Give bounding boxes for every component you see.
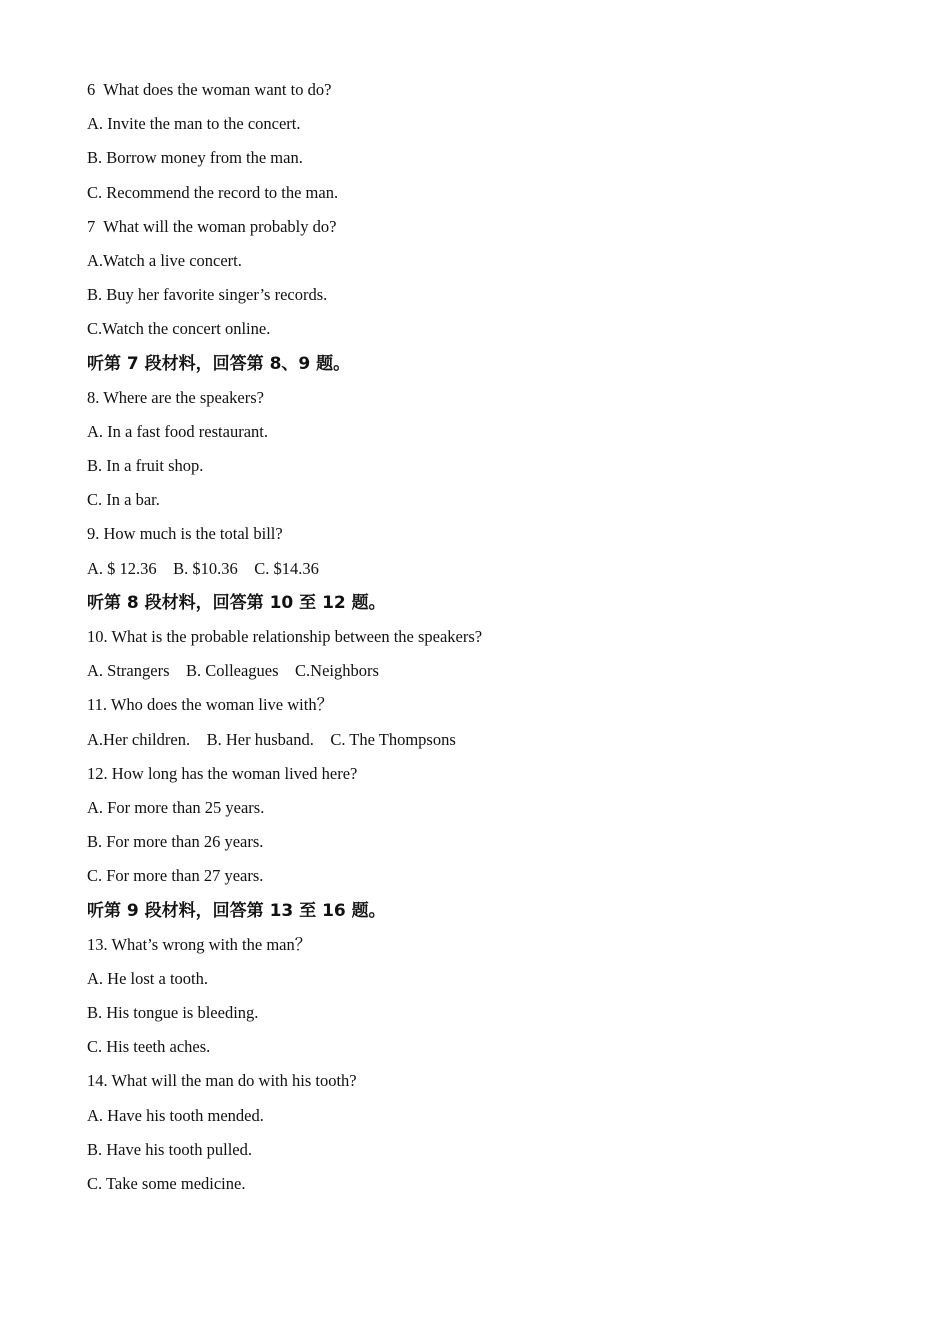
question-6: 6 What does the woman want to do?: [87, 80, 332, 99]
option-6b: B. Borrow money from the man.: [87, 148, 303, 168]
option-14b: B. Have his tooth pulled.: [87, 1139, 252, 1159]
section-heading-9: 听第 9 段材料，回答第 13 至 16 题。: [87, 900, 386, 921]
question-13: 13. What’s wrong with the man？: [87, 934, 312, 954]
option-7c: C.Watch the concert online.: [87, 319, 271, 339]
option-12a: A. For more than 25 years.: [87, 797, 265, 817]
option-8b: B. In a fruit shop.: [87, 456, 204, 476]
option-8a: A. In a fast food restaurant.: [87, 421, 268, 441]
option-13a: A. He lost a tooth.: [87, 968, 208, 988]
option-13b: B. His tongue is bleeding.: [87, 1003, 259, 1023]
option-7b: B. Buy her favorite singer’s records.: [87, 285, 328, 305]
question-11: 11. Who does the woman live with？: [87, 695, 334, 715]
question-7: 7 What will the woman probably do?: [87, 216, 337, 236]
question-14: 14. What will the man do with his tooth?: [87, 1071, 357, 1091]
option-7a: A.Watch a live concert.: [87, 250, 242, 270]
question-9: 9. How much is the total bill?: [87, 524, 283, 544]
question-8: 8. Where are the speakers?: [87, 387, 264, 407]
section-heading-8: 听第 8 段材料，回答第 10 至 12 题。: [87, 592, 386, 613]
option-12b: B. For more than 26 years.: [87, 832, 264, 852]
document-page: [87, 73, 910, 1201]
option-6c: C. Recommend the record to the man.: [87, 182, 339, 202]
section-heading-7: 听第 7 段材料，回答第 8、9 题。: [87, 353, 351, 374]
option-12c: C. For more than 27 years.: [87, 866, 264, 886]
option-13c: C. His teeth aches.: [87, 1037, 211, 1057]
options-10: A. Strangers B. Colleagues C.Neighbors: [87, 661, 379, 681]
option-6a: A. Invite the man to the concert.: [87, 114, 301, 134]
question-10: 10. What is the probable relationship between the speakers?: [87, 627, 483, 646]
option-8c: C. In a bar.: [87, 490, 160, 510]
options-9: A. $ 12.36 B. $10.36 C. $14.36: [87, 558, 319, 578]
option-14c: C. Take some medicine.: [87, 1174, 246, 1193]
options-11: A.Her children. B. Her husband. C. The Thompsons: [87, 729, 456, 749]
question-12: 12. How long has the woman lived here?: [87, 763, 358, 783]
option-14a: A. Have his tooth mended.: [87, 1105, 264, 1125]
